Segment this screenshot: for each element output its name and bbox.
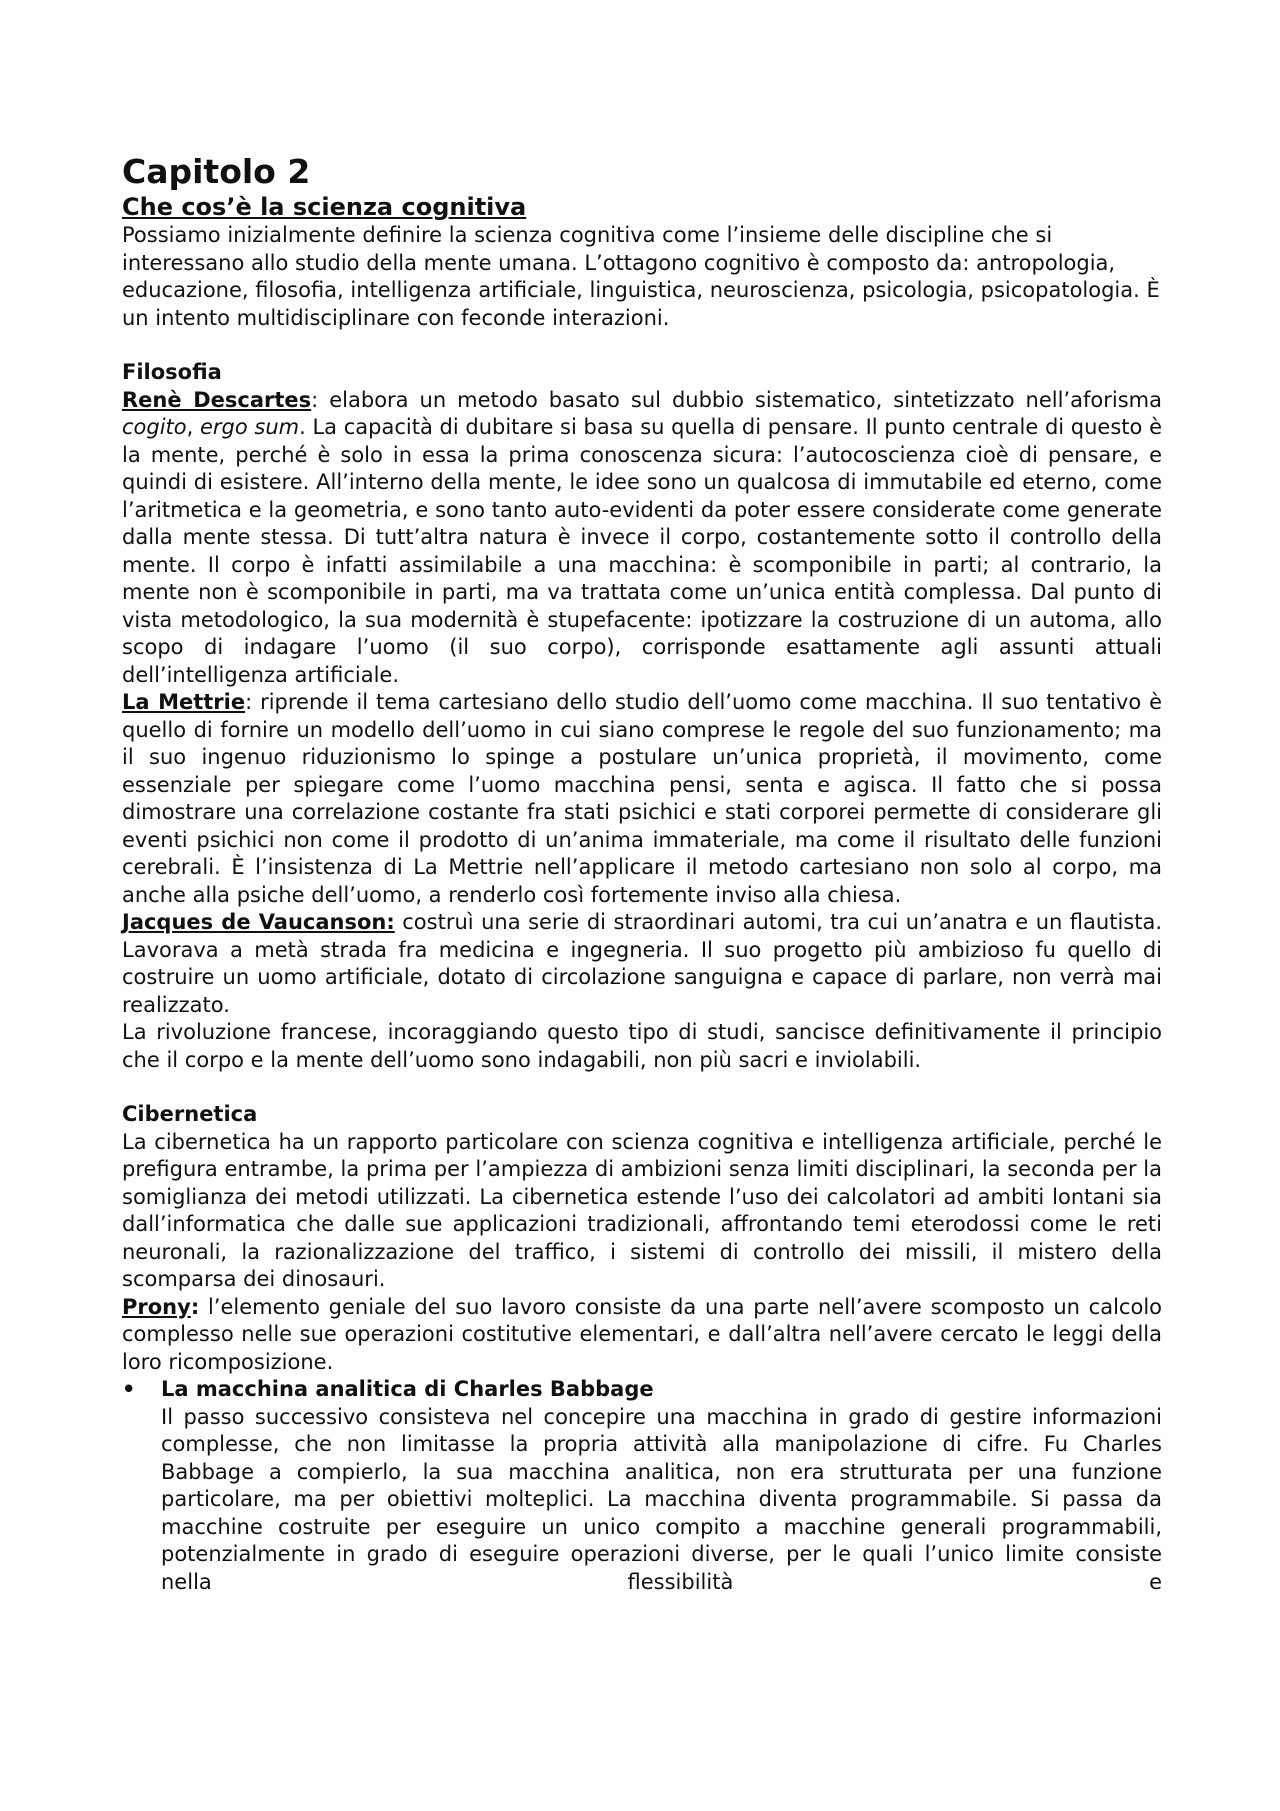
lamettrie-text: : riprende il tema cartesiano dello studio dell’uomo come macchina. Il suo tentativo è quello di fornire un modello dell’uomo in cui siano comprese le regole del suo funzionamento; ma il suo ingenuo riduzionismo lo spinge a postulare un’unica proprietà, il movimento, come essenziale per spiegare come l’uomo macchina pensi, senta e agisca. Il fatto che si possa dimostrare una correlazione costante fra stati psichici e stati corporei permette di considerare gli eventi psichici non come il prodotto di un’anima immateriale, ma come il risultato delle funzioni cerebrali. È l’insistenza di La Mettrie nell’applicare il metodo cartesiano non solo al corpo, ma anche alla psiche dell’uomo, a renderlo così fortemente inviso alla chiesa. — [122, 690, 1162, 907]
descartes-paragraph — [122, 387, 1162, 690]
rivoluzione-paragraph: La rivoluzione francese, incoraggiando questo tipo di studi, sancisce definitivamente il principio che il corpo e la mente dell’uomo sono indagabili, non più sacri e inviolabili. — [122, 1020, 1162, 1072]
person-name-vaucanson: Jacques de Vaucanson: — [122, 910, 395, 934]
person-name-prony: Prony — [122, 1294, 191, 1319]
bullet-icon: • — [122, 1377, 136, 1401]
lamettrie-paragraph — [122, 689, 1162, 909]
person-name-lamettrie: La Mettrie — [122, 690, 246, 714]
quote-comma: , — [186, 415, 200, 439]
list-item — [122, 1376, 1162, 1596]
spacer — [122, 1074, 1162, 1101]
chapter-subtitle: Che cos’è la scienza cognitiva — [122, 193, 527, 221]
section-heading-filosofia: Filosofia — [122, 360, 222, 384]
prony-colon: : — [190, 1294, 200, 1319]
prony-paragraph — [122, 1294, 1162, 1377]
quote-cogito: cogito — [122, 415, 187, 439]
quote-ergo-sum: ergo sum — [200, 415, 300, 439]
intro-paragraph: Possiamo inizialmente definire la scienza cognitiva come l’insieme delle discipline che si interessano allo studio della mente umana. L’ottagono cognitivo è composto da: antropologia, educazione, filosofia, intelligenza artificiale, linguistica, neuroscienza, psicologia, psicopatologia. È un intento multidisciplinare con feconde interazioni. — [122, 223, 1160, 330]
cibernetica-paragraph: La cibernetica ha un rapporto particolare con scienza cognitiva e intelligenza artificiale, perché le prefigura entrambe, la prima per l’ampiezza di ambizioni senza limiti disciplinari, la seconda per la somiglianza dei metodi utilizzati. La cibernetica estende l’uso dei calcolatori ad ambiti lontani sia dall’informatica che dalle sue applicazioni tradizionali, affrontando temi eterodossi come le reti neuronali, la razionalizzazione del traffico, i sistemi di controllo dei missili, il mistero della scomparsa dei dinosauri. — [122, 1129, 1162, 1291]
descartes-text-b: . La capacità di dubitare si basa su quella di pensare. Il punto centrale di questo è la mente, perché è solo in essa la prima conoscenza sicura: l’autocoscienza cioè di pensare, e quindi di esistere. All’interno della mente, le idee sono un qualcosa di immutabile ed eterno, come l’aritmetica e la geometria, e sono tanto auto-evidenti da poter essere considerate come generate dalla mente stessa. Di tutt’altra natura è invece il corpo, costantemente sotto il controllo della mente. Il corpo è infatti assimilabile a una macchina: è scomponibile in parti; al contrario, la mente non è scomponibile in parti, ma va trattata come un’unica entità complessa. Dal punto di vista metodologico, la sua modernità è stupefacente: ipotizzare la costruzione di un automa, allo scopo di indagare l’uomo (il suo corpo), corrisponde esattamente agli assunti attuali dell’intelligenza artificiale. — [122, 415, 1162, 687]
section-heading-cibernetica: Cibernetica — [122, 1102, 258, 1126]
prony-text: l’elemento geniale del suo lavoro consiste da una parte nell’avere scomposto un calcolo complesso nelle sue operazioni costitutive elementari, e dall’altra nell’avere cercato le leggi della loro ricomposizione. — [122, 1294, 1162, 1374]
spacer — [122, 332, 1162, 359]
person-name-descartes: Renè Descartes — [122, 387, 312, 412]
babbage-paragraph: Il passo successivo consisteva nel concepire una macchina in grado di gestire informazioni complesse, che non limitasse la propria attività alla manipolazione di cifre. Fu Charles Babbage a compierlo, la sua macchina analitica, non era strutturata per una funzione particolare, ma per obiettivi molteplici. La macchina diventa programmabile. Si passa da macchine costruite per eseguire un unico compito a macchine generali programmabili, potenzialmente in grado di eseguire operazioni diverse, per le quali l’unico limite consiste nella flessibilità e — [161, 1404, 1162, 1594]
vaucanson-paragraph — [122, 909, 1162, 1019]
document-page — [122, 152, 1162, 1596]
vaucanson-text: costruì una serie di straordinari automi, tra cui un’anatra e un flautista. Lavorava a metà strada fra medicina e ingegneria. Il suo progetto più ambizioso fu quello di costruire un uomo artificiale, dotato di circolazione sanguigna e capace di parlare, non verrà mai realizzato. — [122, 910, 1162, 1017]
bullet-title: La macchina analitica di Charles Babbage — [161, 1377, 654, 1401]
chapter-title: Capitolo 2 — [122, 152, 311, 191]
descartes-text-a: : elabora un metodo basato sul dubbio sistematico, sintetizzato nell’aforisma — [311, 387, 1162, 412]
